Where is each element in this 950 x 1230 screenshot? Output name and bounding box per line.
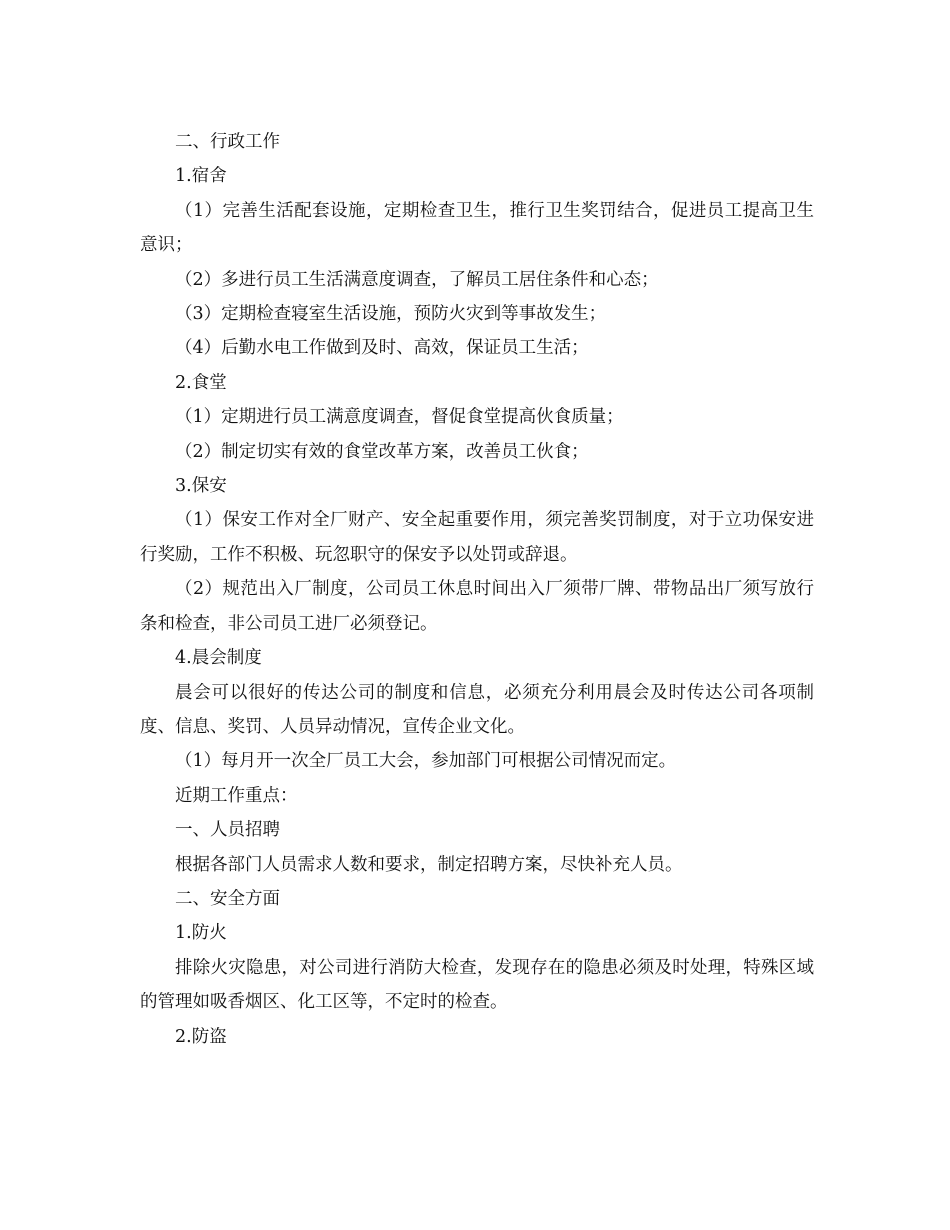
morning-meeting-description: 晨会可以很好的传达公司的制度和信息，必须充分利用晨会及时传达公司各项制度、信息、奖罚、人员异动情况，宣传企业文化。: [140, 682, 814, 737]
subsection-heading-security: 3.保安: [175, 476, 227, 497]
section-heading-admin-work: 二、行政工作: [175, 132, 280, 152]
security-item-2: （2）规范出入厂制度，公司员工休息时间出入厂须带厂牌、带物品出厂须写放行条和检查，非公司员工进厂必须登记。: [140, 579, 814, 634]
section-heading-recent-focus: 近期工作重点：: [175, 785, 298, 806]
subsection-heading-morning-meeting: 4.晨会制度: [175, 648, 262, 669]
canteen-item-1: （1）定期进行员工满意度调查，督促食堂提高伙食质量；: [175, 407, 624, 428]
section-heading-recruitment: 一、人员招聘: [175, 820, 280, 841]
fire-prevention-description: 排除火灾隐患，对公司进行消防大检查，发现存在的隐患必须及时处理，特殊区域的管理如吸香烟区、化工区等，不定时的检查。: [140, 957, 814, 1013]
security-item-1: （1）保安工作对全厂财产、安全起重要作用，须完善奖罚制度，对于立功保安进行奖励，工作不积极、玩忽职守的保安予以处罚或辞退。: [140, 510, 814, 565]
subsection-heading-dormitory: 1.宿舍: [175, 166, 227, 187]
recruitment-description: 根据各部门人员需求人数和要求，制定招聘方案，尽快补充人员。: [175, 854, 683, 875]
section-heading-safety: 二、安全方面: [175, 888, 280, 909]
dormitory-item-1: （1）完善生活配套设施，定期检查卫生，推行卫生奖罚结合，促进员工提高卫生意识；: [140, 200, 814, 256]
document-body: [140, 125, 814, 1054]
dormitory-item-4: （4）后勤水电工作做到及时、高效，保证员工生活；: [175, 338, 589, 359]
canteen-item-2: （2）制定切实有效的食堂改革方案，改善员工伙食；: [175, 441, 589, 462]
subsection-heading-theft-prevention: 2.防盗: [175, 1026, 227, 1047]
subsection-heading-canteen: 2.食堂: [175, 372, 227, 393]
dormitory-item-3: （3）定期检查寝室生活设施，预防火灾到等事故发生；: [175, 304, 607, 325]
dormitory-item-2: （2）多进行员工生活满意度调查，了解员工居住条件和心态；: [175, 269, 659, 290]
morning-meeting-item-1: （1）每月开一次全厂员工大会，参加部门可根据公司情况而定。: [175, 751, 677, 772]
subsection-heading-fire-prevention: 1.防火: [175, 923, 227, 944]
